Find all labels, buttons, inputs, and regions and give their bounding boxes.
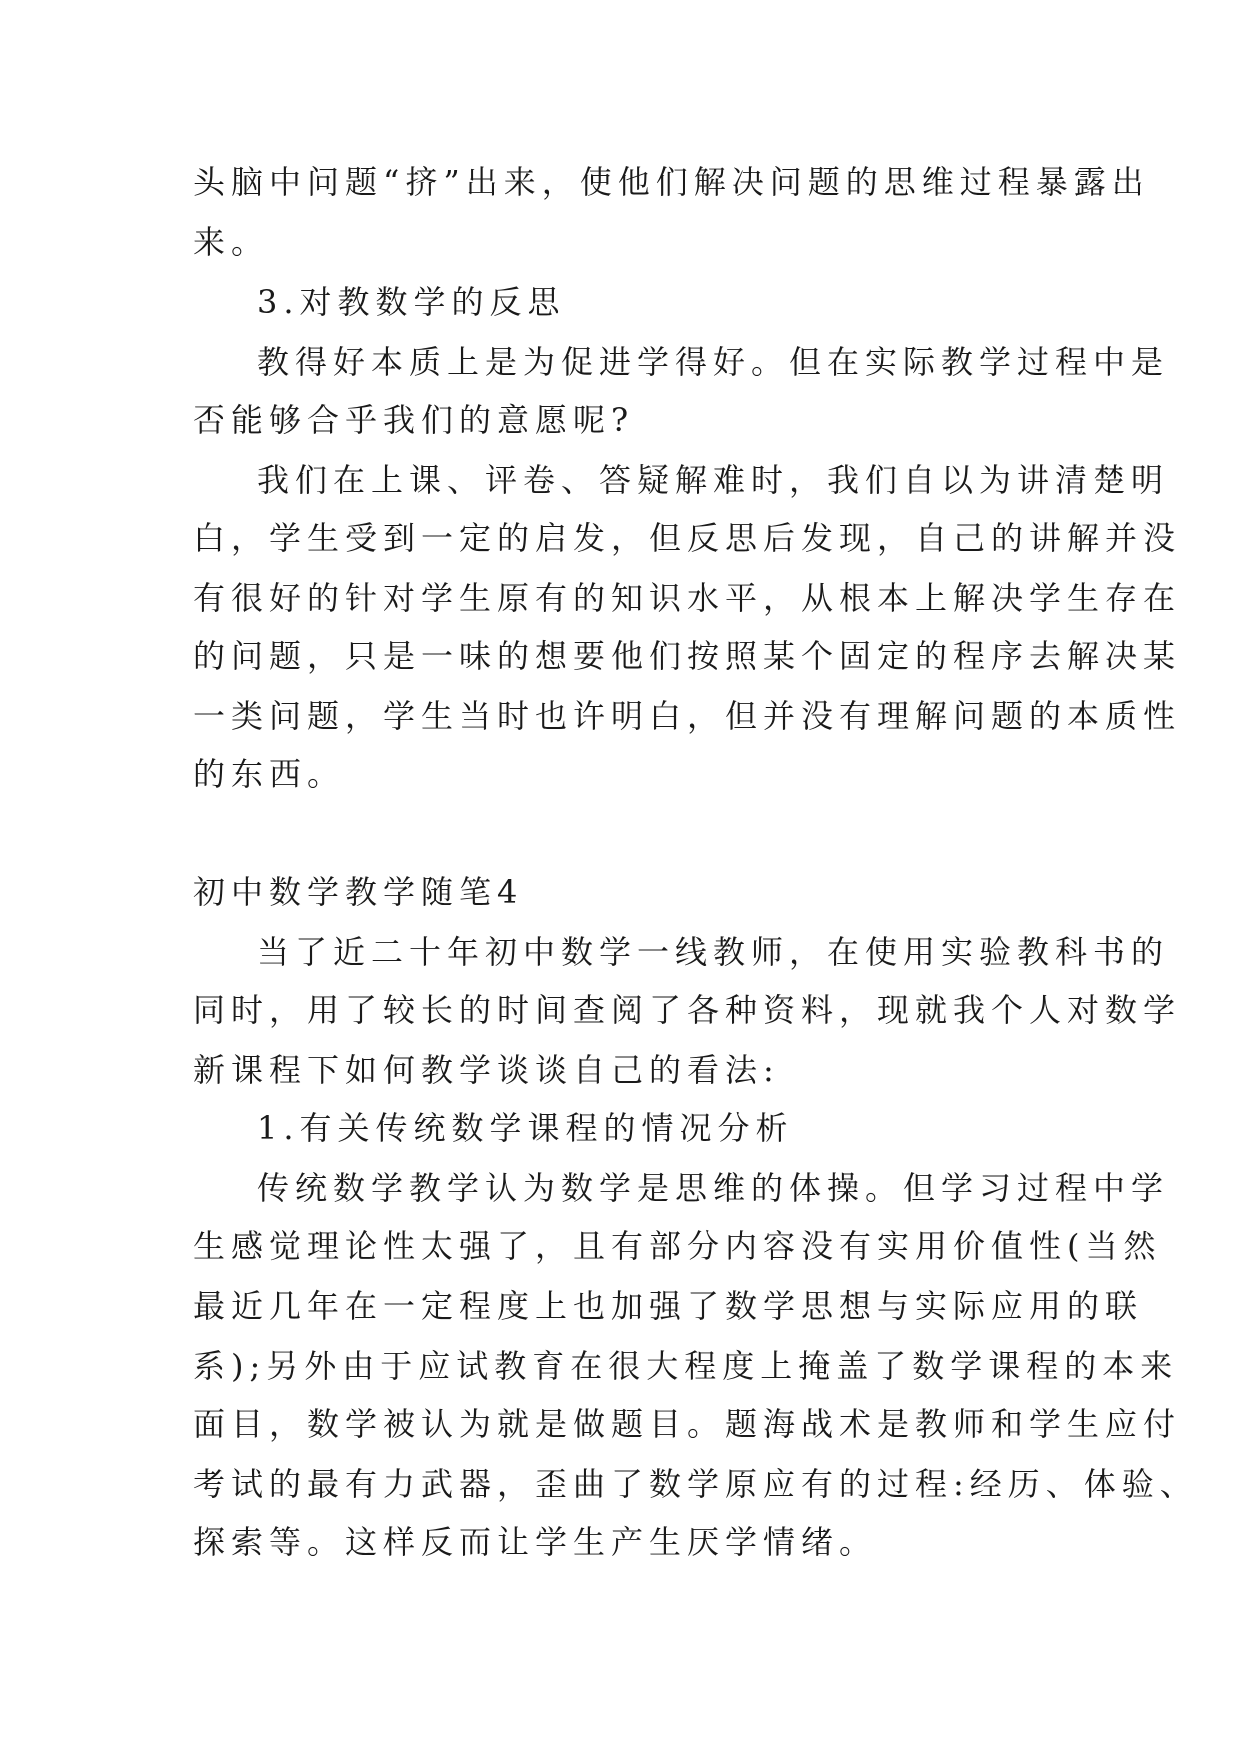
paragraph-line: 考试的最有力武器，歪曲了数学原应有的过程:经历、体验、 — [193, 1465, 1198, 1503]
paragraph-line: 头脑中问题“挤”出来，使他们解决问题的思维过程暴露出 — [193, 163, 1150, 201]
paragraph-line: 的东西。 — [193, 755, 346, 793]
section-heading: 1.有关传统数学课程的情况分析 — [257, 1109, 794, 1147]
paragraph-line: 否能够合乎我们的意愿呢? — [193, 401, 635, 439]
paragraph-line: 面目，数学被认为就是做题目。题海战术是教师和学生应付 — [193, 1405, 1182, 1443]
paragraph-line: 生感觉理论性太强了，且有部分内容没有实用价值性(当然 — [193, 1227, 1162, 1265]
paragraph-line: 我们在上课、评卷、答疑解难时，我们自以为讲清楚明 — [257, 461, 1170, 499]
paragraph-line: 系);另外由于应试教育在很大程度上掩盖了数学课程的本来 — [193, 1347, 1179, 1385]
paragraph-line: 白，学生受到一定的启发，但反思后发现，自己的讲解并没 — [193, 519, 1182, 557]
paragraph-line: 一类问题，学生当时也许明白，但并没有理解问题的本质性 — [193, 697, 1182, 735]
paragraph-line: 新课程下如何教学谈谈自己的看法: — [193, 1051, 780, 1089]
paragraph-line: 当了近二十年初中数学一线教师，在使用实验教科书的 — [257, 933, 1170, 971]
paragraph-line: 探索等。这样反而让学生产生厌学情绪。 — [193, 1523, 878, 1561]
paragraph-line: 的问题，只是一味的想要他们按照某个固定的程序去解决某 — [193, 637, 1182, 675]
paragraph-line: 传统数学教学认为数学是思维的体操。但学习过程中学 — [257, 1169, 1170, 1207]
paragraph-line: 来。 — [193, 223, 270, 261]
article-title: 初中数学教学随笔4 — [193, 873, 524, 911]
section-heading: 3.对教数学的反思 — [257, 283, 566, 321]
paragraph-line: 最近几年在一定程度上也加强了数学思想与实际应用的联 — [193, 1287, 1144, 1325]
paragraph-line: 有很好的针对学生原有的知识水平，从根本上解决学生存在 — [193, 579, 1182, 617]
paragraph-line: 同时，用了较长的时间查阅了各种资料，现就我个人对数学 — [193, 991, 1182, 1029]
paragraph-line: 教得好本质上是为促进学得好。但在实际教学过程中是 — [257, 343, 1170, 381]
